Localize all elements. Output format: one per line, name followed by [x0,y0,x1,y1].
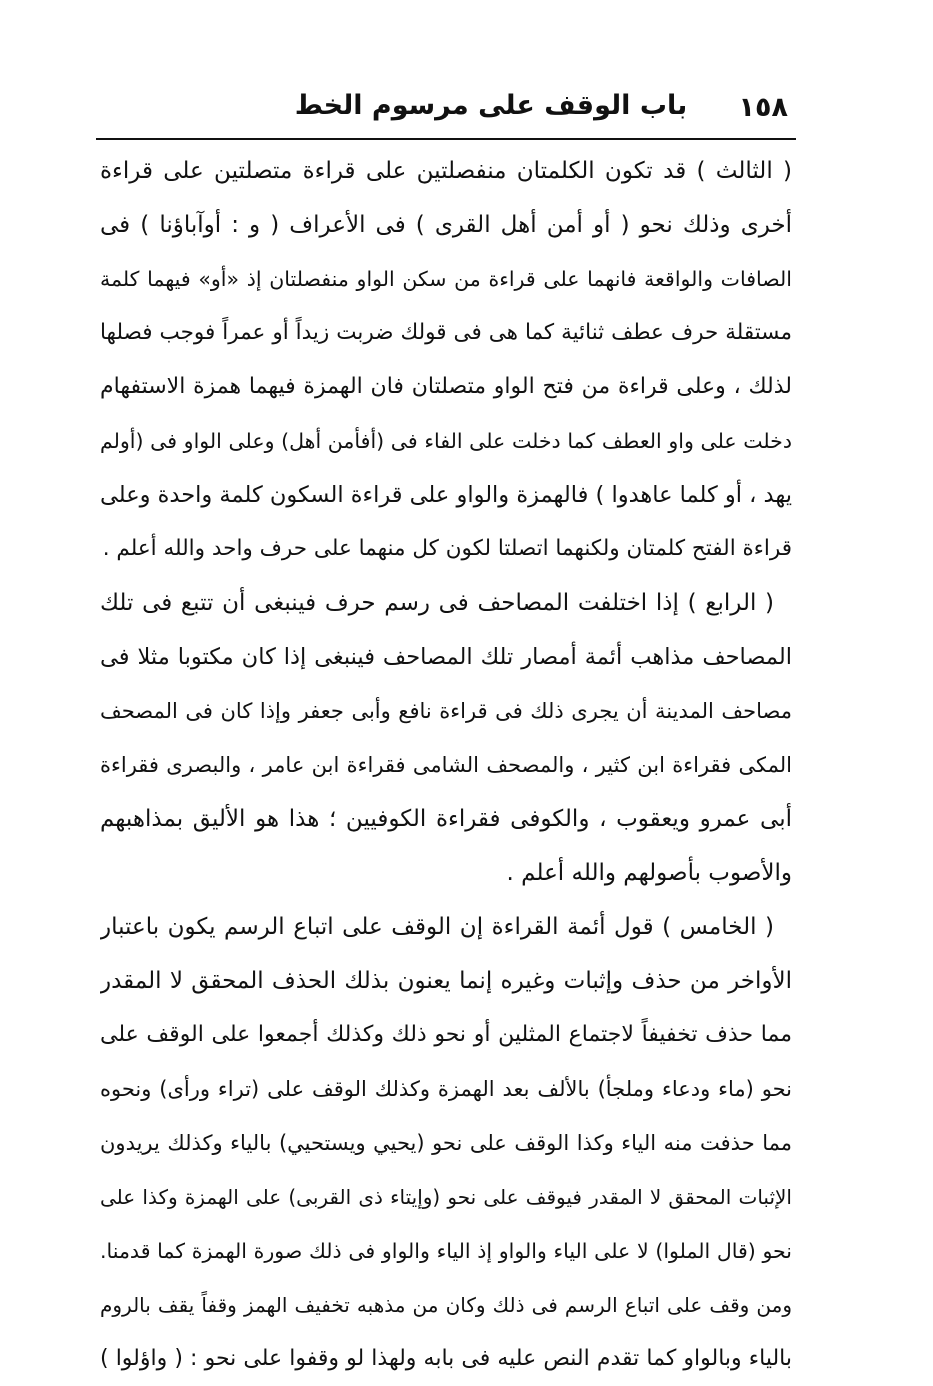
page-number: ١٥٨ [738,92,788,123]
text-line: أخرى وذلك نحو ( أو أمن أهل القرى ) فى الأعراف ( و : أوآباؤنا ) فى [100,212,792,238]
text-line: أبى عمرو ويعقوب ، والكوفى فقراءة الكوفيين ؛ هذا هو الأليق بمذاهبهم [100,806,792,832]
text-line: بالياء وبالواو كما تقدم النص عليه فى بابه ولهذا لو وقفوا على نحو : ( واؤلوا ) [100,1346,792,1371]
body-text [100,144,792,1386]
text-line: الأواخر من حذف وإثبات وغيره إنما يعنون بذلك الحذف المحقق لا المقدر [100,968,792,994]
text-line: الإثبات المحقق لا المقدر فيوقف على نحو (وإيتاء ذى القربى) على الهمزة وكذا على [100,1185,792,1209]
text-line: مما حذف تخفيفاً لاجتماع المثلين أو نحو ذلك وكذلك أجمعوا على الوقف على [100,1022,792,1047]
text-line: لذلك ، وعلى قراءة من فتح الواو متصلتان فان الهمزة فيهما همزة الاستفهام [100,374,792,399]
text-line: دخلت على واو العطف كما دخلت على الفاء فى (أفأمن أهل) وعلى الواو فى (أولم [100,429,792,453]
text-line: قراءة الفتح كلمتان ولكنهما اتصلتا لكون كل منهما على حرف واحد والله أعلم . [102,536,792,561]
text-line: ( الخامس ) قول أئمة القراءة إن الوقف على اتباع الرسم يكون باعتبار [100,914,774,940]
text-line: المصاحف مذاهب أئمة أمصار تلك المصاحف فينبغى إذا كان مكتوبا مثلا فى [100,644,792,670]
text-line: والأصوب بأصولهم والله أعلم . [506,860,792,886]
text-line: نحو (ماء ودعاء وملجأ) بالألف بعد الهمزة وكذلك الوقف على (تراء ورأى) ونحوه [100,1077,792,1101]
text-line: نحو (قال الملوا) لا على الياء والواو إذ الياء والواو فى ذلك صورة الهمزة كما قدمنا. [100,1239,792,1263]
text-line: ومن وقف على اتباع الرسم فى ذلك وكان من مذهبه تخفيف الهمز وقفاً يقف بالروم [100,1293,792,1317]
text-line: مصاحف المدينة أن يجرى ذلك فى قراءة نافع وأبى جعفر وإذا كان فى المصحف [100,699,792,723]
text-line: مستقلة حرف عطف ثنائية كما هى فى قولك ضربت زيداً أو عمراً فوجب فصلها [100,320,792,345]
text-line: مما حذفت منه الياء وكذا الوقف على نحو (يحيي ويستحيي) بالياء وكذلك يريدون [100,1131,792,1155]
page-header [96,86,796,132]
running-title: باب الوقف على مرسوم الخط [294,90,688,121]
text-line: ( الثالث ) قد تكون الكلمتان منفصلتين على قراءة متصلتين على قراءة [100,158,792,184]
text-line: المكى فقراءة ابن كثير ، والمصحف الشامى فقراءة ابن عامر ، والبصرى فقراءة [100,753,792,777]
header-rule [96,138,796,140]
text-line: ( الرابع ) إذا اختلفت المصاحف فى رسم حرف فينبغى أن تتبع فى تلك [100,590,774,616]
text-line: يهد ، أو كلما عاهدوا ) فالهمزة والواو على قراءة السكون كلمة واحدة وعلى [100,482,792,508]
text-line: الصافات والواقعة فانهما على قراءة من سكن الواو منفصلتان إذ «أو» فيهما كلمة [100,267,792,291]
